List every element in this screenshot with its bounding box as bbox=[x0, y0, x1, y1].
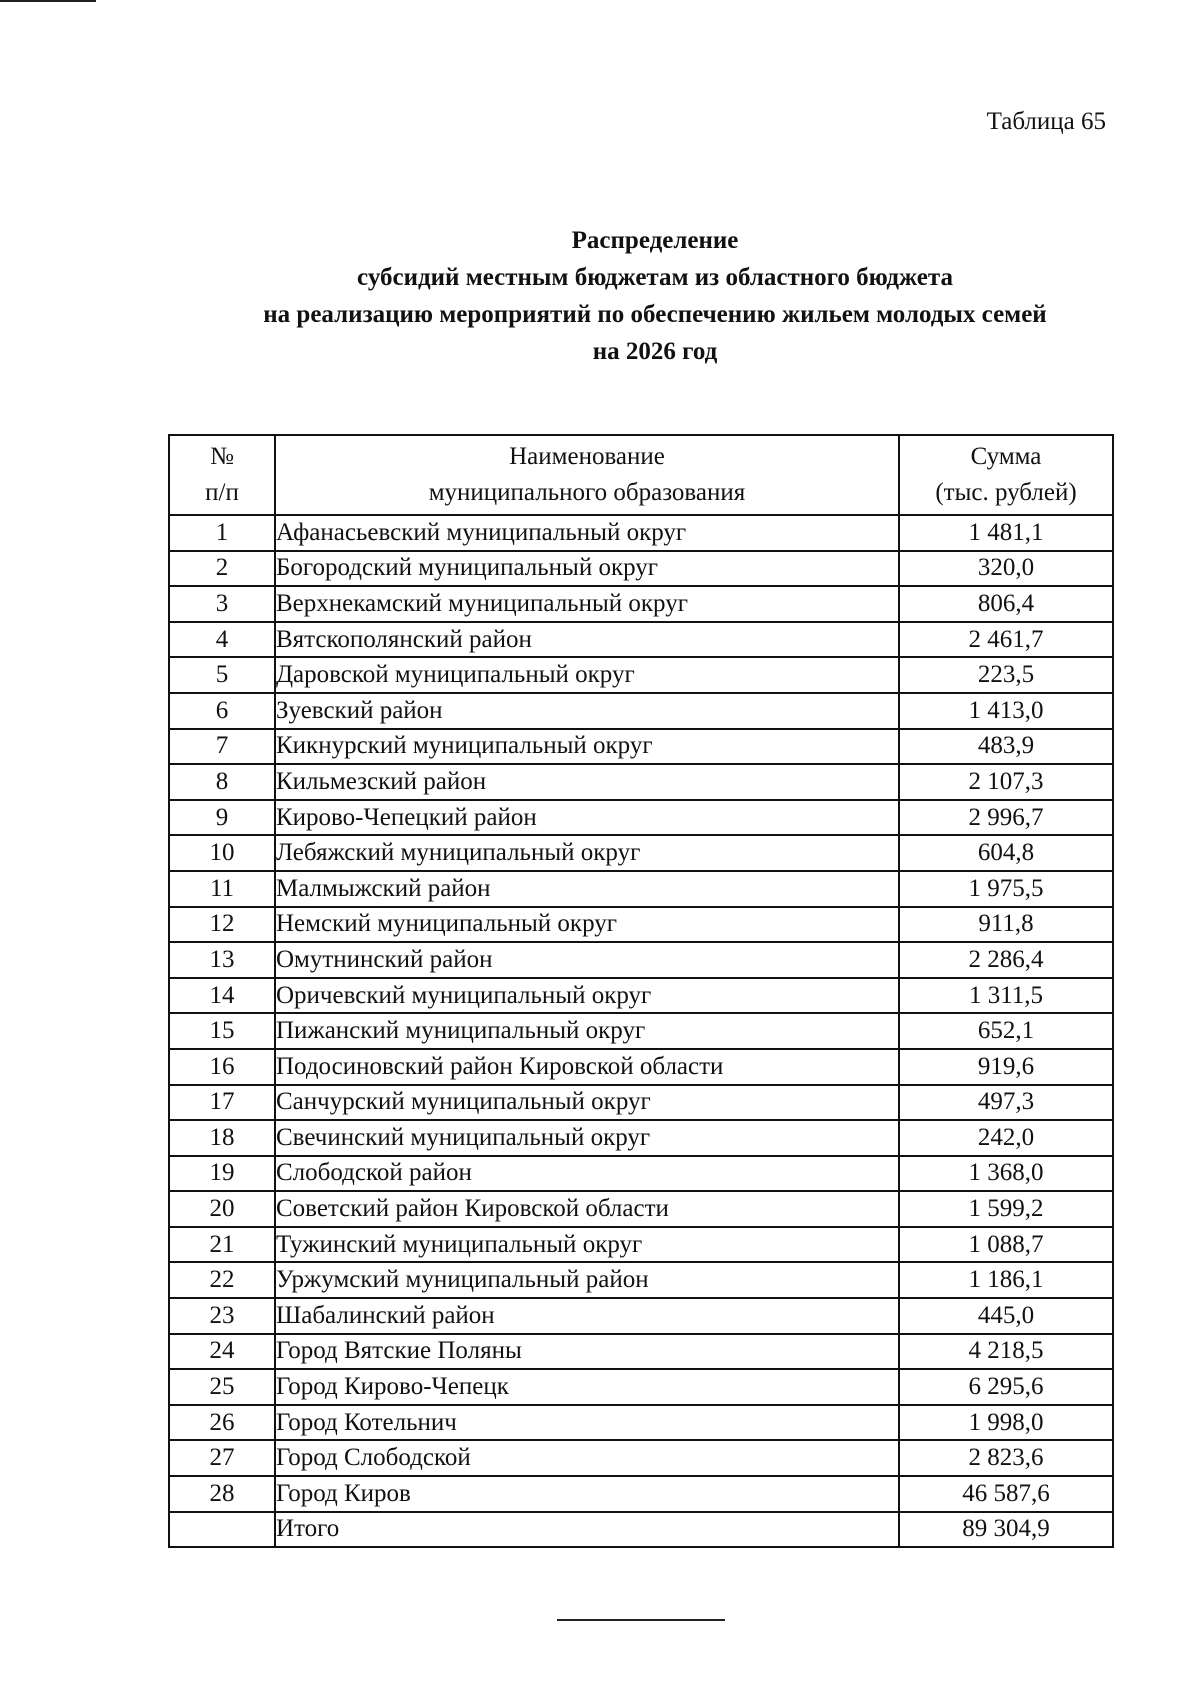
row-number: 25 bbox=[169, 1369, 275, 1405]
row-number: 13 bbox=[169, 942, 275, 978]
subsidy-amount: 1 311,5 bbox=[899, 978, 1113, 1014]
row-number: 27 bbox=[169, 1440, 275, 1476]
table-row bbox=[169, 942, 1113, 978]
table-row bbox=[169, 1120, 1113, 1156]
subsidy-amount: 483,9 bbox=[899, 729, 1113, 765]
subsidy-amount: 1 599,2 bbox=[899, 1191, 1113, 1227]
row-number: 24 bbox=[169, 1334, 275, 1370]
row-number: 20 bbox=[169, 1191, 275, 1227]
row-number: 7 bbox=[169, 729, 275, 765]
table-number-label: Таблица 65 bbox=[986, 108, 1106, 135]
subsidy-amount: 89 304,9 bbox=[899, 1512, 1113, 1548]
municipality-name: Афанасьевский муниципальный округ bbox=[275, 515, 899, 551]
table-row bbox=[169, 1262, 1113, 1298]
row-number: 9 bbox=[169, 800, 275, 836]
municipality-name: Подосиновский район Кировской области bbox=[275, 1049, 899, 1085]
subsidy-amount: 2 996,7 bbox=[899, 800, 1113, 836]
table-row bbox=[169, 978, 1113, 1014]
municipality-name: Свечинский муниципальный округ bbox=[275, 1120, 899, 1156]
subsidy-amount: 445,0 bbox=[899, 1298, 1113, 1334]
table-row bbox=[169, 1191, 1113, 1227]
row-number bbox=[169, 1512, 275, 1548]
row-number: 5 bbox=[169, 657, 275, 693]
municipality-name: Немский муниципальный округ bbox=[275, 907, 899, 943]
subsidy-amount: 2 461,7 bbox=[899, 622, 1113, 658]
municipality-name: Кикнурский муниципальный округ bbox=[275, 729, 899, 765]
table-row bbox=[169, 1298, 1113, 1334]
row-number: 18 bbox=[169, 1120, 275, 1156]
subsidy-amount: 1 413,0 bbox=[899, 693, 1113, 729]
subsidy-amount: 1 481,1 bbox=[899, 515, 1113, 551]
subsidy-amount: 4 218,5 bbox=[899, 1334, 1113, 1370]
footer-divider bbox=[557, 1619, 725, 1621]
municipality-name: Омутнинский район bbox=[275, 942, 899, 978]
row-number: 3 bbox=[169, 586, 275, 622]
subsidy-amount: 6 295,6 bbox=[899, 1369, 1113, 1405]
table-row bbox=[169, 1227, 1113, 1263]
subsidy-amount: 806,4 bbox=[899, 586, 1113, 622]
municipality-name: Лебяжский муниципальный округ bbox=[275, 835, 899, 871]
municipality-name: Кирово-Чепецкий район bbox=[275, 800, 899, 836]
document-title bbox=[170, 222, 1140, 370]
table-row bbox=[169, 1013, 1113, 1049]
table-row bbox=[169, 907, 1113, 943]
municipality-name: Верхнекамский муниципальный округ bbox=[275, 586, 899, 622]
municipality-name: Оричевский муниципальный округ bbox=[275, 978, 899, 1014]
municipality-name: Санчурский муниципальный округ bbox=[275, 1085, 899, 1121]
row-number: 28 bbox=[169, 1476, 275, 1512]
municipality-name: Город Вятские Поляны bbox=[275, 1334, 899, 1370]
subsidy-amount: 604,8 bbox=[899, 835, 1113, 871]
municipality-name: Уржумский муниципальный район bbox=[275, 1262, 899, 1298]
table-row bbox=[169, 1085, 1113, 1121]
row-number: 8 bbox=[169, 764, 275, 800]
table-row bbox=[169, 871, 1113, 907]
table-row bbox=[169, 622, 1113, 658]
header-line: муниципального образования bbox=[428, 479, 746, 506]
header-line: Сумма bbox=[970, 443, 1042, 470]
municipality-name: Город Киров bbox=[275, 1476, 899, 1512]
row-number: 26 bbox=[169, 1405, 275, 1441]
subsidy-amount: 1 088,7 bbox=[899, 1227, 1113, 1263]
title-line: на реализацию мероприятий по обеспечению жильем молодых семей bbox=[263, 301, 1047, 328]
column-header-amount bbox=[899, 435, 1113, 515]
table-row bbox=[169, 1405, 1113, 1441]
table-row bbox=[169, 1156, 1113, 1192]
subsidy-amount: 1 975,5 bbox=[899, 871, 1113, 907]
header-line: п/п bbox=[205, 479, 239, 506]
subsidy-amount: 1 998,0 bbox=[899, 1405, 1113, 1441]
title-line: Распределение bbox=[571, 227, 739, 254]
row-number: 12 bbox=[169, 907, 275, 943]
row-number: 10 bbox=[169, 835, 275, 871]
municipality-name: Город Кирово-Чепецк bbox=[275, 1369, 899, 1405]
row-number: 23 bbox=[169, 1298, 275, 1334]
row-number: 22 bbox=[169, 1262, 275, 1298]
header-line: № bbox=[210, 443, 234, 470]
subsidy-amount: 1 186,1 bbox=[899, 1262, 1113, 1298]
table-row bbox=[169, 1334, 1113, 1370]
subsidy-amount: 919,6 bbox=[899, 1049, 1113, 1085]
row-number: 1 bbox=[169, 515, 275, 551]
header-line: (тыс. рублей) bbox=[935, 479, 1077, 506]
subsidy-amount: 497,3 bbox=[899, 1085, 1113, 1121]
table-row bbox=[169, 693, 1113, 729]
subsidy-amount: 1 368,0 bbox=[899, 1156, 1113, 1192]
municipality-name: Слободской район bbox=[275, 1156, 899, 1192]
subsidy-amount: 652,1 bbox=[899, 1013, 1113, 1049]
row-number: 11 bbox=[169, 871, 275, 907]
table-row bbox=[169, 835, 1113, 871]
municipality-name: Итого bbox=[275, 1512, 899, 1548]
municipality-name: Пижанский муниципальный округ bbox=[275, 1013, 899, 1049]
row-number: 6 bbox=[169, 693, 275, 729]
table-row bbox=[169, 515, 1113, 551]
municipality-name: Даровской муниципальный округ bbox=[275, 657, 899, 693]
subsidy-amount: 223,5 bbox=[899, 657, 1113, 693]
table-row bbox=[169, 1049, 1113, 1085]
table-total-row bbox=[169, 1512, 1113, 1548]
subsidy-amount: 2 286,4 bbox=[899, 942, 1113, 978]
table-row bbox=[169, 1476, 1113, 1512]
municipality-name: Город Слободской bbox=[275, 1440, 899, 1476]
municipality-name: Малмыжский район bbox=[275, 871, 899, 907]
subsidy-amount: 242,0 bbox=[899, 1120, 1113, 1156]
municipality-name: Шабалинский район bbox=[275, 1298, 899, 1334]
table-row bbox=[169, 551, 1113, 587]
row-number: 21 bbox=[169, 1227, 275, 1263]
table-row bbox=[169, 764, 1113, 800]
municipality-name: Зуевский район bbox=[275, 693, 899, 729]
municipality-name: Богородский муниципальный округ bbox=[275, 551, 899, 587]
title-line: субсидий местным бюджетам из областного бюджета bbox=[357, 264, 953, 291]
table-row bbox=[169, 729, 1113, 765]
table-body bbox=[169, 515, 1113, 1547]
municipality-name: Тужинский муниципальный округ bbox=[275, 1227, 899, 1263]
column-header-number bbox=[169, 435, 275, 515]
subsidy-amount: 320,0 bbox=[899, 551, 1113, 587]
row-number: 17 bbox=[169, 1085, 275, 1121]
subsidy-table bbox=[168, 434, 1114, 1548]
row-number: 19 bbox=[169, 1156, 275, 1192]
municipality-name: Вятскополянский район bbox=[275, 622, 899, 658]
table-row bbox=[169, 1440, 1113, 1476]
table-row bbox=[169, 800, 1113, 836]
table-row bbox=[169, 657, 1113, 693]
table-header-row bbox=[169, 435, 1113, 515]
header-line: Наименование bbox=[509, 443, 665, 470]
municipality-name: Город Котельнич bbox=[275, 1405, 899, 1441]
row-number: 16 bbox=[169, 1049, 275, 1085]
row-number: 4 bbox=[169, 622, 275, 658]
column-header-name bbox=[275, 435, 899, 515]
subsidy-amount: 2 107,3 bbox=[899, 764, 1113, 800]
row-number: 2 bbox=[169, 551, 275, 587]
title-line: на 2026 год bbox=[592, 338, 718, 365]
municipality-name: Советский район Кировской области bbox=[275, 1191, 899, 1227]
subsidy-amount: 2 823,6 bbox=[899, 1440, 1113, 1476]
municipality-name: Кильмезский район bbox=[275, 764, 899, 800]
scan-edge-line bbox=[0, 0, 96, 2]
table-row bbox=[169, 586, 1113, 622]
subsidy-amount: 46 587,6 bbox=[899, 1476, 1113, 1512]
row-number: 14 bbox=[169, 978, 275, 1014]
subsidy-amount: 911,8 bbox=[899, 907, 1113, 943]
table-row bbox=[169, 1369, 1113, 1405]
row-number: 15 bbox=[169, 1013, 275, 1049]
